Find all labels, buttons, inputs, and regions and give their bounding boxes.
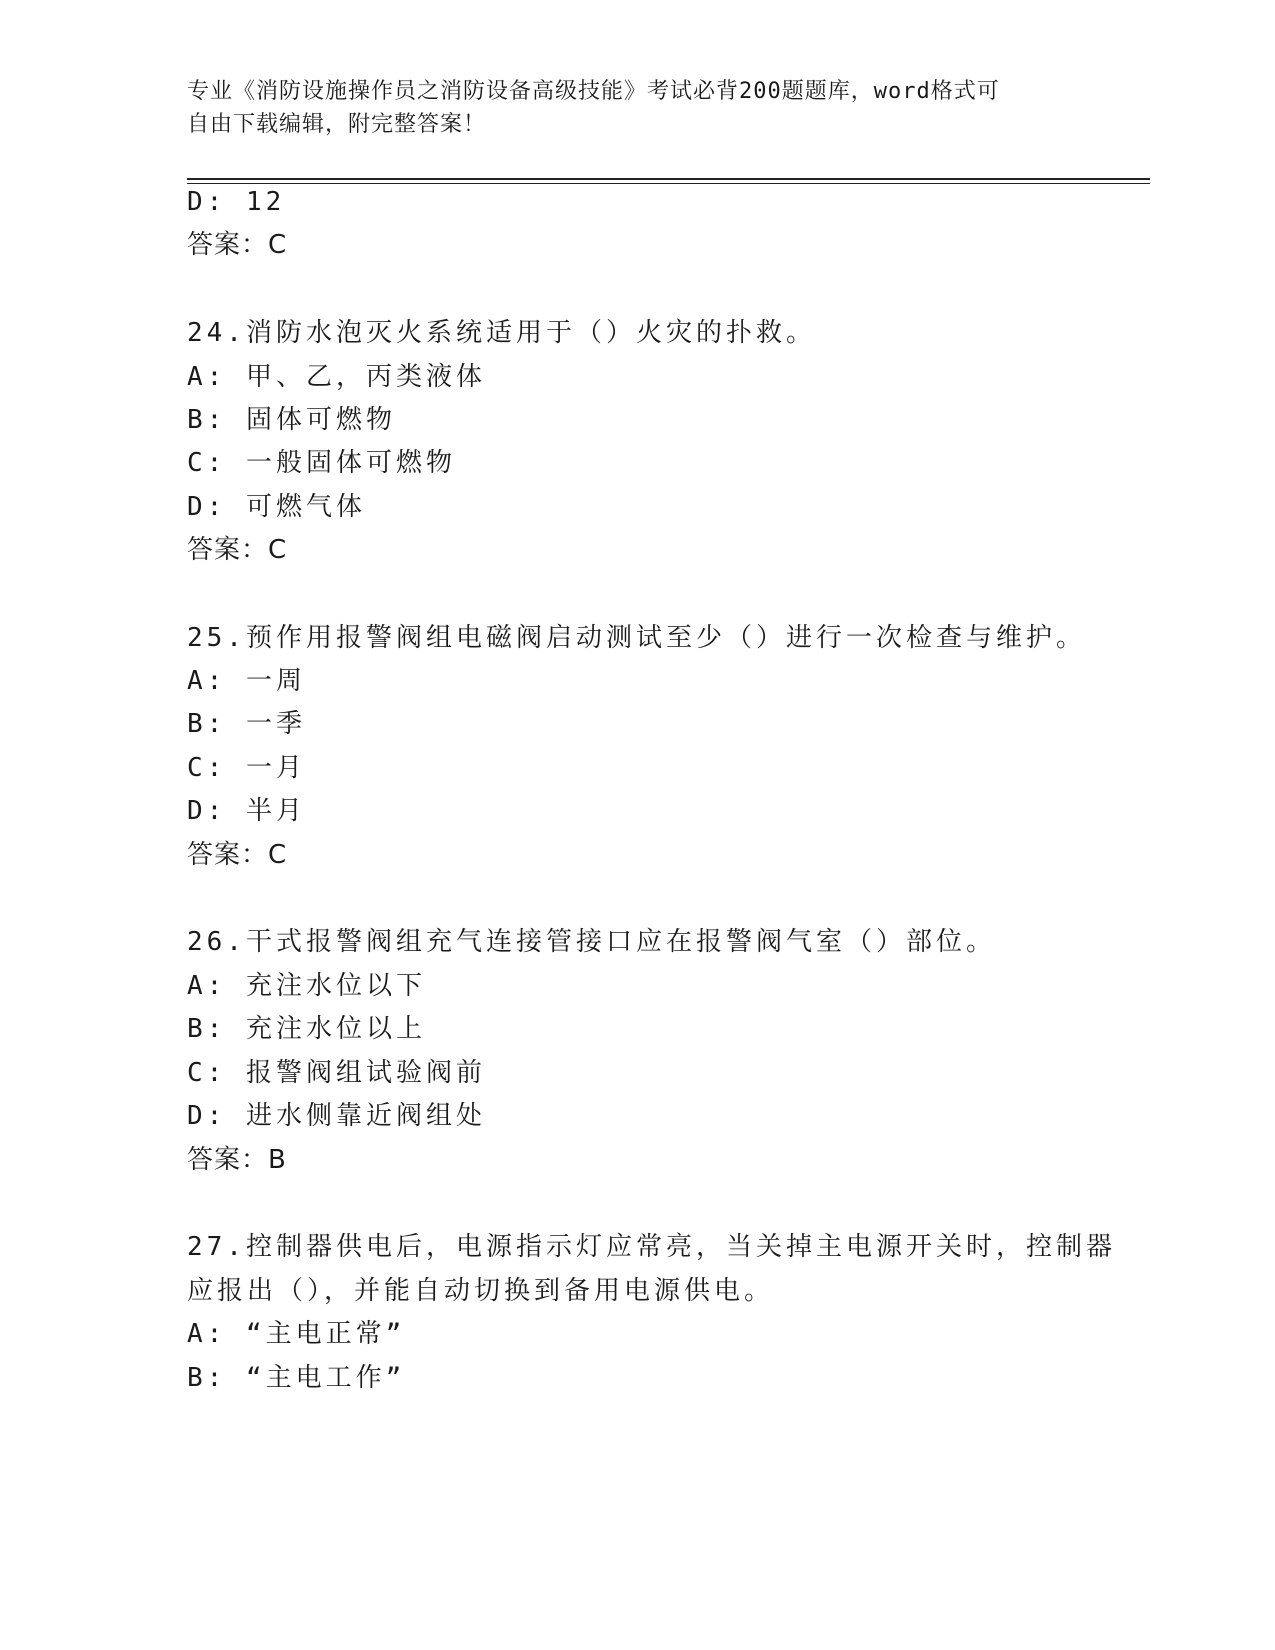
q26-option-d: D: 进水侧靠近阀组处 (187, 1101, 486, 1131)
page-header (187, 75, 1087, 141)
q26-option-a: A: 充注水位以下 (187, 971, 426, 1001)
q24-option-d: D: 可燃气体 (187, 492, 366, 522)
q26-option-c: C: 报警阀组试验阀前 (187, 1058, 486, 1088)
q25-question: 25.预作用报警阀组电磁阀启动测试至少（）进行一次检查与维护。 (187, 623, 1086, 653)
header-rule-thick (187, 178, 1150, 180)
prev-option-d: D: 12 (187, 187, 286, 217)
q25-option-b: B: 一季 (187, 709, 306, 739)
q24-question: 24.消防水泡灭火系统适用于（）火灾的扑救。 (187, 318, 816, 348)
q24-answer: 答案：C (187, 535, 288, 565)
q25-option-a: A: 一周 (187, 666, 306, 696)
q26-option-b: B: 充注水位以上 (187, 1014, 426, 1044)
q25-option-d: D: 半月 (187, 796, 306, 826)
prev-answer: 答案：C (187, 230, 288, 260)
q24-option-c: C: 一般固体可燃物 (187, 448, 456, 478)
q27-option-a: A: “主电正常” (187, 1319, 406, 1349)
q24-option-a: A: 甲、乙，丙类液体 (187, 362, 486, 392)
header-rule-thin (187, 183, 1150, 184)
q27-question-line-1: 27.控制器供电后，电源指示灯应常亮，当关掉主电源开关时，控制器 (187, 1232, 1116, 1262)
q24-option-b: B: 固体可燃物 (187, 405, 396, 435)
q25-option-c: C: 一月 (187, 753, 306, 783)
q26-answer: 答案：B (187, 1145, 287, 1175)
q27-option-b: B: “主电工作” (187, 1363, 406, 1393)
q26-question: 26.干式报警阀组充气连接管接口应在报警阀气室（）部位。 (187, 927, 996, 957)
header-line-2: 自由下载编辑，附完整答案！ (187, 112, 487, 137)
header-line-1: 专业《消防设施操作员之消防设备高级技能》考试必背200题题库，word格式可 (187, 79, 1000, 104)
q25-answer: 答案：C (187, 840, 288, 870)
q27-question-line-2: 应报出（），并能自动切换到备用电源供电。 (187, 1276, 775, 1306)
